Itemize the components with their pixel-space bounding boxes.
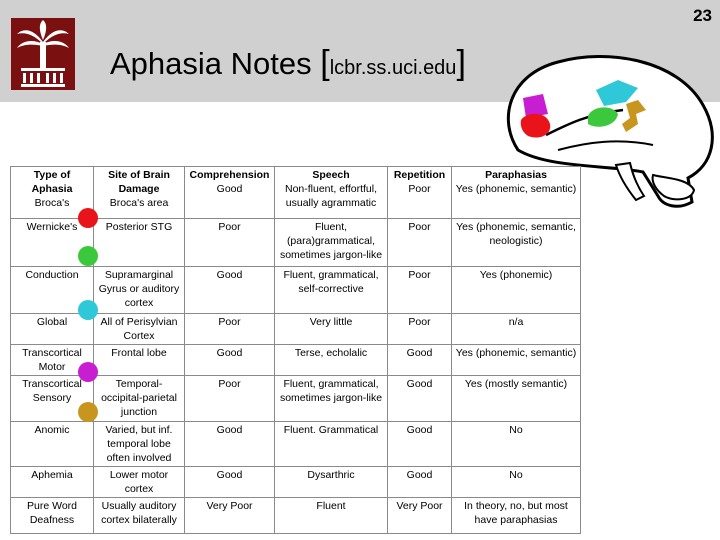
table-cell: Yes (phonemic, semantic) (452, 345, 581, 376)
table-cell: Yes (phonemic) (452, 267, 581, 314)
table-cell: Poor (408, 183, 431, 195)
table-cell: Fluent (275, 498, 388, 534)
header-label: Repetition (393, 169, 446, 181)
table-cell: Good (185, 345, 275, 376)
table-cell: Broca's area (109, 197, 169, 209)
table-cell: Pure Word Deafness (11, 498, 94, 534)
header-speech (275, 167, 388, 219)
table-cell: Poor (185, 376, 275, 422)
table-cell: Good (185, 422, 275, 467)
table-cell: Supramarginal Gyrus or auditory cortex (94, 267, 185, 314)
header-label: Paraphasias (485, 169, 547, 181)
table-cell: No (452, 422, 581, 467)
header-comprehension (185, 167, 275, 219)
table-cell: Usually auditory cortex bilaterally (94, 498, 185, 534)
table-cell: Very Poor (185, 498, 275, 534)
slide-number: 23 (693, 6, 712, 25)
table-cell: Very little (275, 314, 388, 345)
table-cell: Dysarthric (275, 467, 388, 498)
table-row (11, 467, 581, 498)
table-header-row (11, 167, 581, 219)
table-cell: Fluent, (para)grammatical, sometimes jargon-like (275, 219, 388, 267)
table-cell: Yes (phonemic, semantic, neologistic) (452, 219, 581, 267)
palmetto-tree-logo (11, 18, 75, 90)
table-cell: Yes (phonemic, semantic) (455, 183, 577, 195)
table-cell: Global (11, 314, 94, 345)
header-label: Type of Aphasia (31, 169, 73, 195)
header-site (94, 167, 185, 219)
table-cell: Posterior STG (94, 219, 185, 267)
table-cell: Broca's (34, 197, 70, 209)
table-cell: Wernicke's (11, 219, 94, 267)
wernicke-marker-dot (78, 246, 98, 266)
table-cell: Good (185, 467, 275, 498)
table-cell: Fluent. Grammatical (275, 422, 388, 467)
slide-title (110, 44, 466, 83)
title-source: lcbr.ss.uci.edu (329, 57, 457, 79)
table-cell: Aphemia (11, 467, 94, 498)
table-cell: Poor (388, 267, 452, 314)
table-cell: n/a (452, 314, 581, 345)
table-row (11, 422, 581, 467)
broca-marker-dot (78, 208, 98, 228)
header-label: Comprehension (189, 169, 270, 181)
table-cell: Poor (185, 219, 275, 267)
table-cell: Yes (mostly semantic) (452, 376, 581, 422)
table-cell: In theory, no, but most have paraphasias (452, 498, 581, 534)
header-paraphasias (452, 167, 581, 219)
header-label: Site of Brain Damage (108, 169, 170, 195)
table-cell: Fluent, grammatical, sometimes jargon-like (275, 376, 388, 422)
table-cell: All of Perisylvian Cortex (94, 314, 185, 345)
title-main: Aphasia Notes (110, 46, 312, 81)
title-open-bracket: [ (320, 44, 330, 82)
table-cell: Frontal lobe (94, 345, 185, 376)
table-cell: Varied, but inf. temporal lobe often involved (94, 422, 185, 467)
table-cell: Non-fluent, effortful, usually agrammatic (284, 183, 378, 209)
table-cell: Poor (388, 219, 452, 267)
table-cell: Temporal-occipital-parietal junction (94, 376, 185, 422)
table-cell: Poor (185, 314, 275, 345)
table-cell: Good (388, 345, 452, 376)
transcortical-sensory-marker-dot (78, 402, 98, 422)
palmetto-tree-icon (11, 18, 75, 90)
table-cell: Anomic (11, 422, 94, 467)
table-cell: Good (388, 467, 452, 498)
conduction-marker-dot (78, 300, 98, 320)
table-cell: Terse, echolalic (275, 345, 388, 376)
table-cell: Fluent, grammatical, self-corrective (275, 267, 388, 314)
table-row (11, 498, 581, 534)
table-cell: Good (388, 422, 452, 467)
table-cell: Good (388, 376, 452, 422)
header-label: Speech (312, 169, 350, 181)
transcortical-motor-marker-dot (78, 362, 98, 382)
title-close-bracket: ] (456, 44, 466, 82)
table-cell: Conduction (11, 267, 94, 314)
header-repetition (388, 167, 452, 219)
table-row (11, 314, 581, 345)
table-cell: Transcortical Sensory (11, 376, 94, 422)
table-cell: Good (216, 183, 243, 195)
table-cell: Poor (388, 314, 452, 345)
table-cell: Transcortical Motor (11, 345, 94, 376)
table-cell: No (452, 467, 581, 498)
table-cell: Lower motor cortex (94, 467, 185, 498)
table-cell: Good (185, 267, 275, 314)
table-cell: Very Poor (388, 498, 452, 534)
